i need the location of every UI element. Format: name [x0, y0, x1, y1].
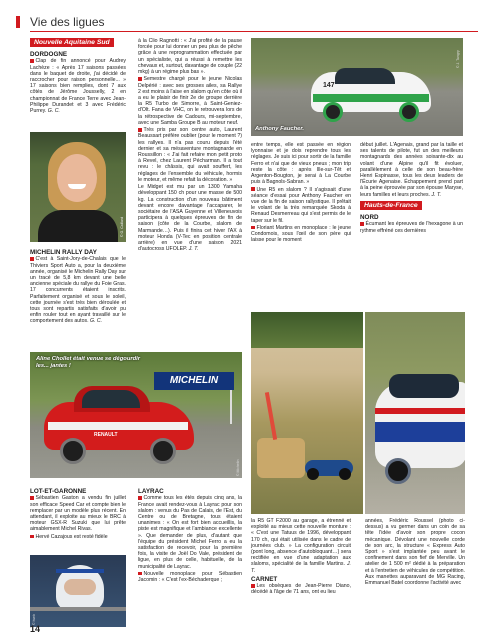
hay-stripes — [265, 392, 277, 440]
column-3-top — [251, 142, 351, 245]
bullet-icon — [360, 222, 364, 226]
red-car-photo — [30, 352, 242, 478]
car-green-livery — [313, 94, 429, 102]
photo-credit: © J. Tangry — [456, 50, 460, 68]
paragraph: Comme tous les étés depuis cinq ans, la France avait rendez-vous à Layrac pour son slalom : venus du Pas de Calais, de l'Est, du Centre ou de Bretagne, tous étaient unanimes : « On est fort bien accueillis, la piste est magnifique et l'ambiance excellente ». Que demander de plus, d'autant que l'équipe du président Michel Ferro a eu la satisfaction de recevoir, pour la première fois, la visite de Joël Do Vale, président de ligue, en plus de celle, habituelle, de la municipalité de Layrac. — [138, 495, 242, 570]
car-wheel-front — [385, 458, 411, 484]
banner-pole — [230, 390, 232, 424]
bullet-icon — [30, 535, 34, 539]
column-1-bottom — [30, 486, 126, 541]
dept-heading: LAYRAC — [138, 488, 164, 495]
bullet-icon — [138, 572, 142, 576]
portrait-shirt — [38, 210, 118, 242]
paragraph: C'est à Saint-Jory-de-Chalais que le Thiviers Sport Auto a, pour la deuxième année, organisé le Michelin Rally Day sur un tracé de 5,8 km devant une belle ancienne spéciale du rallye du Foie Gras. 17 concurrents étaient inscrits. Parfaitement organisé et sous le soleil, cette journée s'est très bien déroulée et tous sont repartis satisfaits d'avoir pu enfin rouler tout en ayant travaillé sur le comportement des autos. G. C. — [30, 256, 126, 325]
single-seater-wheel — [307, 468, 319, 480]
paragraph: entre temps, elle est passée en région lyonnaise et je dois reprendre tous les réglages. Je suis ici pour sortir de la famille Ferro et n'ai que de vieux pneus ; mon trip reste la côte : après Ille-sur-Têt et Argenton-Bougton, je serai à La Courbe puis à Bagnols-Sabran. » — [251, 142, 351, 186]
bullet-icon — [251, 584, 255, 588]
single-seater-wheel-rear — [339, 468, 351, 480]
helmet-stripe — [56, 569, 104, 573]
driver-helmet-photo — [30, 555, 126, 627]
car-wheel-rear — [399, 102, 419, 122]
column-1-middle — [30, 247, 126, 326]
bullet-icon — [251, 187, 255, 191]
dept-heading: DORDOGNE — [30, 51, 68, 58]
photo-credit: © Michelin — [236, 459, 240, 476]
paragraph: Clap de fin annoncé pour Audrey Lachèze : « Après 17 saisons passées dans le baquet de droite, j'ai décidé de raccrocher pour raison personnelle... » 17 saisons bien remplies, dont 7 aux côtés de Jérôme Jousselly, 2 en championnat de France Terre avec Jean-Philippe Durandet et 3 avec Frédéric Purrey. G. C. — [30, 58, 126, 115]
column-4-bottom — [365, 518, 465, 587]
paragraph: Les obsèques de Jean-Pierre Diano, décédé à l'âge de 71 ans, ont eu lieu — [251, 583, 351, 596]
car-window — [335, 68, 395, 84]
paragraph: début juillet. L'Agenais, grand par la taille et ses talents de pilote, fut un des meilleurs montagnards des années soixante-dix au volant d'une Alpine qu'il fit évoluer, parallèlement à celle de son beau-frère Henri Espinasse, tous les deux leaders de l'Écurie Agenaise. Échappement prend part à la peine éprouvée par son épouse Maryse, leurs familles et leurs proches. J. T. — [360, 142, 463, 198]
car-stripe — [48, 422, 188, 430]
column-2-bottom — [138, 486, 242, 585]
dept-heading: NORD — [360, 214, 379, 222]
paragraph: Semestre chargé pour le jeune Nicolas Delpérié : avec ses grosses ailes, sa Rallye 2 est moins à l'aise en slalom qu'en côte où il a eu le plaisir de finir 2e de groupe derrière la R5 Turbo de Simorre, à Saint-Geniez-d'Olt. Fana de VHC, on le retrouvera lors de la rétrospective de Cadours, mi-septembre, avec une Samba Groupe B au moteur neuf. — [138, 76, 242, 126]
car-wheel-rear — [150, 438, 176, 464]
bullet-icon — [251, 226, 255, 230]
paragraph: Sébastien Gaston a vendu fin juillet son efficace Speed Car et compte bien le remplacer par un modèle plus récent. En attendant, il exploite au mieux le BRC à moteur GSX-R Suzuki que lui prête aimablement Michel Rivas. — [30, 495, 126, 533]
region-label: Nouvelle Aquitaine Sud — [30, 38, 114, 47]
column-1-top — [30, 36, 126, 115]
photo-caption: Aline Chollet était venue se dégourdir les... jantes ! — [36, 356, 141, 369]
paragraph: à la Clio Ragnotti : « J'ai profité de la pause forcée pour lui donner un peu plus de pêche grâce à une reprogrammation effectuée par un spécialiste, qui a réussi à remettre les chevaux et, surtout, davantage de couple (22 mkg) à un régime plus bas ». — [138, 38, 242, 76]
helmet-visor — [64, 579, 96, 595]
paragraph: Hervé Cazajous est resté fidèle — [30, 534, 126, 540]
section-title: Vie des ligues — [30, 15, 105, 29]
paragraph: Une R5 en slalom ? Il s'agissait d'une séance d'essai pour Anthony Faucher en vue de la fin de saison rallystique. Il prêtait le volant de la très remarquée Skoda à Renaud Desmerreau qui s'est permis de le taper sur le fil. — [251, 186, 351, 224]
paragraph: Très pris par son centre auto, Laurent Beaussart préfère oublier (pour le moment ?) les rallyes. Il n'a pas couru depuis l'été dernier et sa mésaventure montagnarde en Roussillon : « J'ai fait refaire mon petit proto à Revel, chez Laurent Pécharman. Il a tout revu : le châssis, qui avait souffert, les réglages de l'ensemble du véhicule, hormis le moteur, et même refait la décoration. » — [138, 127, 242, 183]
portrait-photo — [30, 132, 126, 242]
header-accent-bar — [16, 16, 20, 28]
photo-credit: © Iweb — [32, 614, 36, 625]
blue-rally-car-photo — [365, 312, 465, 514]
trees — [251, 312, 363, 348]
bullet-icon — [30, 496, 34, 500]
roll-cage — [30, 607, 126, 611]
car-brand-label: RENAULT — [94, 432, 118, 438]
bullet-icon — [30, 257, 34, 261]
straw-bale — [257, 438, 305, 478]
header-rule — [30, 31, 478, 32]
paragraph: la R5 GT F2000 au garage, a étrenné et exploité au mieux cette nouvelle monture : « C'est une Tatuus de 1996, développant 170 ch, qui était utilisée dans le cadre de journées club. » La configuration circuit (pont long, absence d'autobloquant…) sera rectifiée en vue d'une adaptation aux slaloms, spécialité de la famille Martins. J. T. — [251, 518, 351, 574]
car-windscreen — [389, 374, 459, 398]
monoplace-photo — [251, 312, 363, 514]
bullet-icon — [138, 496, 142, 500]
dept-heading: LOT-ET-GARONNE — [30, 488, 87, 495]
dept-heading: CARNET — [251, 575, 278, 583]
car-wheel-front — [323, 102, 343, 122]
paragraph: années, Frédéric Roussel (photo ci-dessus) a vu germer dans un coin de sa tête l'idée d'avoir son propre cocon mécanique. Dévolant une nouvelle corde de son arc, la structure « Express Auto Sport » s'est implantée peu avant le confinement dans son fief de Merville. Un atelier de 1 500 m² dédié à la préparation et à l'entretien de véhicules de compétition. Aux manettes auparavant de MG Racing, Emmanuel Batel coordonne l'activité avec — [365, 518, 465, 587]
bullet-icon — [138, 77, 142, 81]
region-label: Hauts-de-France — [360, 201, 422, 210]
column-2-top — [138, 38, 242, 254]
paragraph: Le Midget est mu par un 1300 Yamaha développant 150 ch pour une masse de 500 kg. La construction d'un nouveau bâtiment devant encore davantage l'accaparer, le sociétaire de l'ASA Guyenne et Villeneuvois participera à quelques épreuves de fin de saison (côte de la Courbe, slalom de Marmande…). Puis il finira cet hiver l'AX à moteur Honda (V-Tec en position centrale arrière) en vue d'une saison 2021 d'autocross UFOLEP. J. T. — [138, 184, 242, 253]
bullet-icon — [138, 128, 142, 132]
paragraph: Nouvelle monoplace pour Sébastien Jacomin : « C'est l'ex-Béchaderque ; — [138, 571, 242, 584]
club-heading: MICHELIN RALLY DAY — [30, 249, 97, 256]
photo-caption: Anthony Faucher. — [255, 126, 304, 132]
car-window — [82, 390, 140, 408]
michelin-banner: MICHELIN — [154, 372, 234, 390]
photo-credit: © G. Caillard — [120, 216, 124, 237]
white-car-photo — [251, 38, 463, 136]
portrait-smile — [68, 184, 86, 189]
page-number: 14 — [30, 624, 41, 634]
bullet-icon — [30, 59, 34, 63]
portrait-face — [57, 154, 97, 202]
car-blue-livery — [375, 422, 465, 442]
car-number: 147 — [323, 82, 335, 89]
column-4-top — [360, 142, 463, 235]
car-red-stripe — [375, 408, 465, 414]
column-3-bottom — [251, 518, 351, 597]
car-wheel-front — [60, 438, 86, 464]
paragraph: Floriant Martins en monoplace : le jeune Condomois, sous l'œil de son père qui laisse pour le moment — [251, 225, 351, 244]
paragraph: Écumant les épreuves de l'hexagone à un rythme effréné ces dernières — [360, 221, 463, 234]
